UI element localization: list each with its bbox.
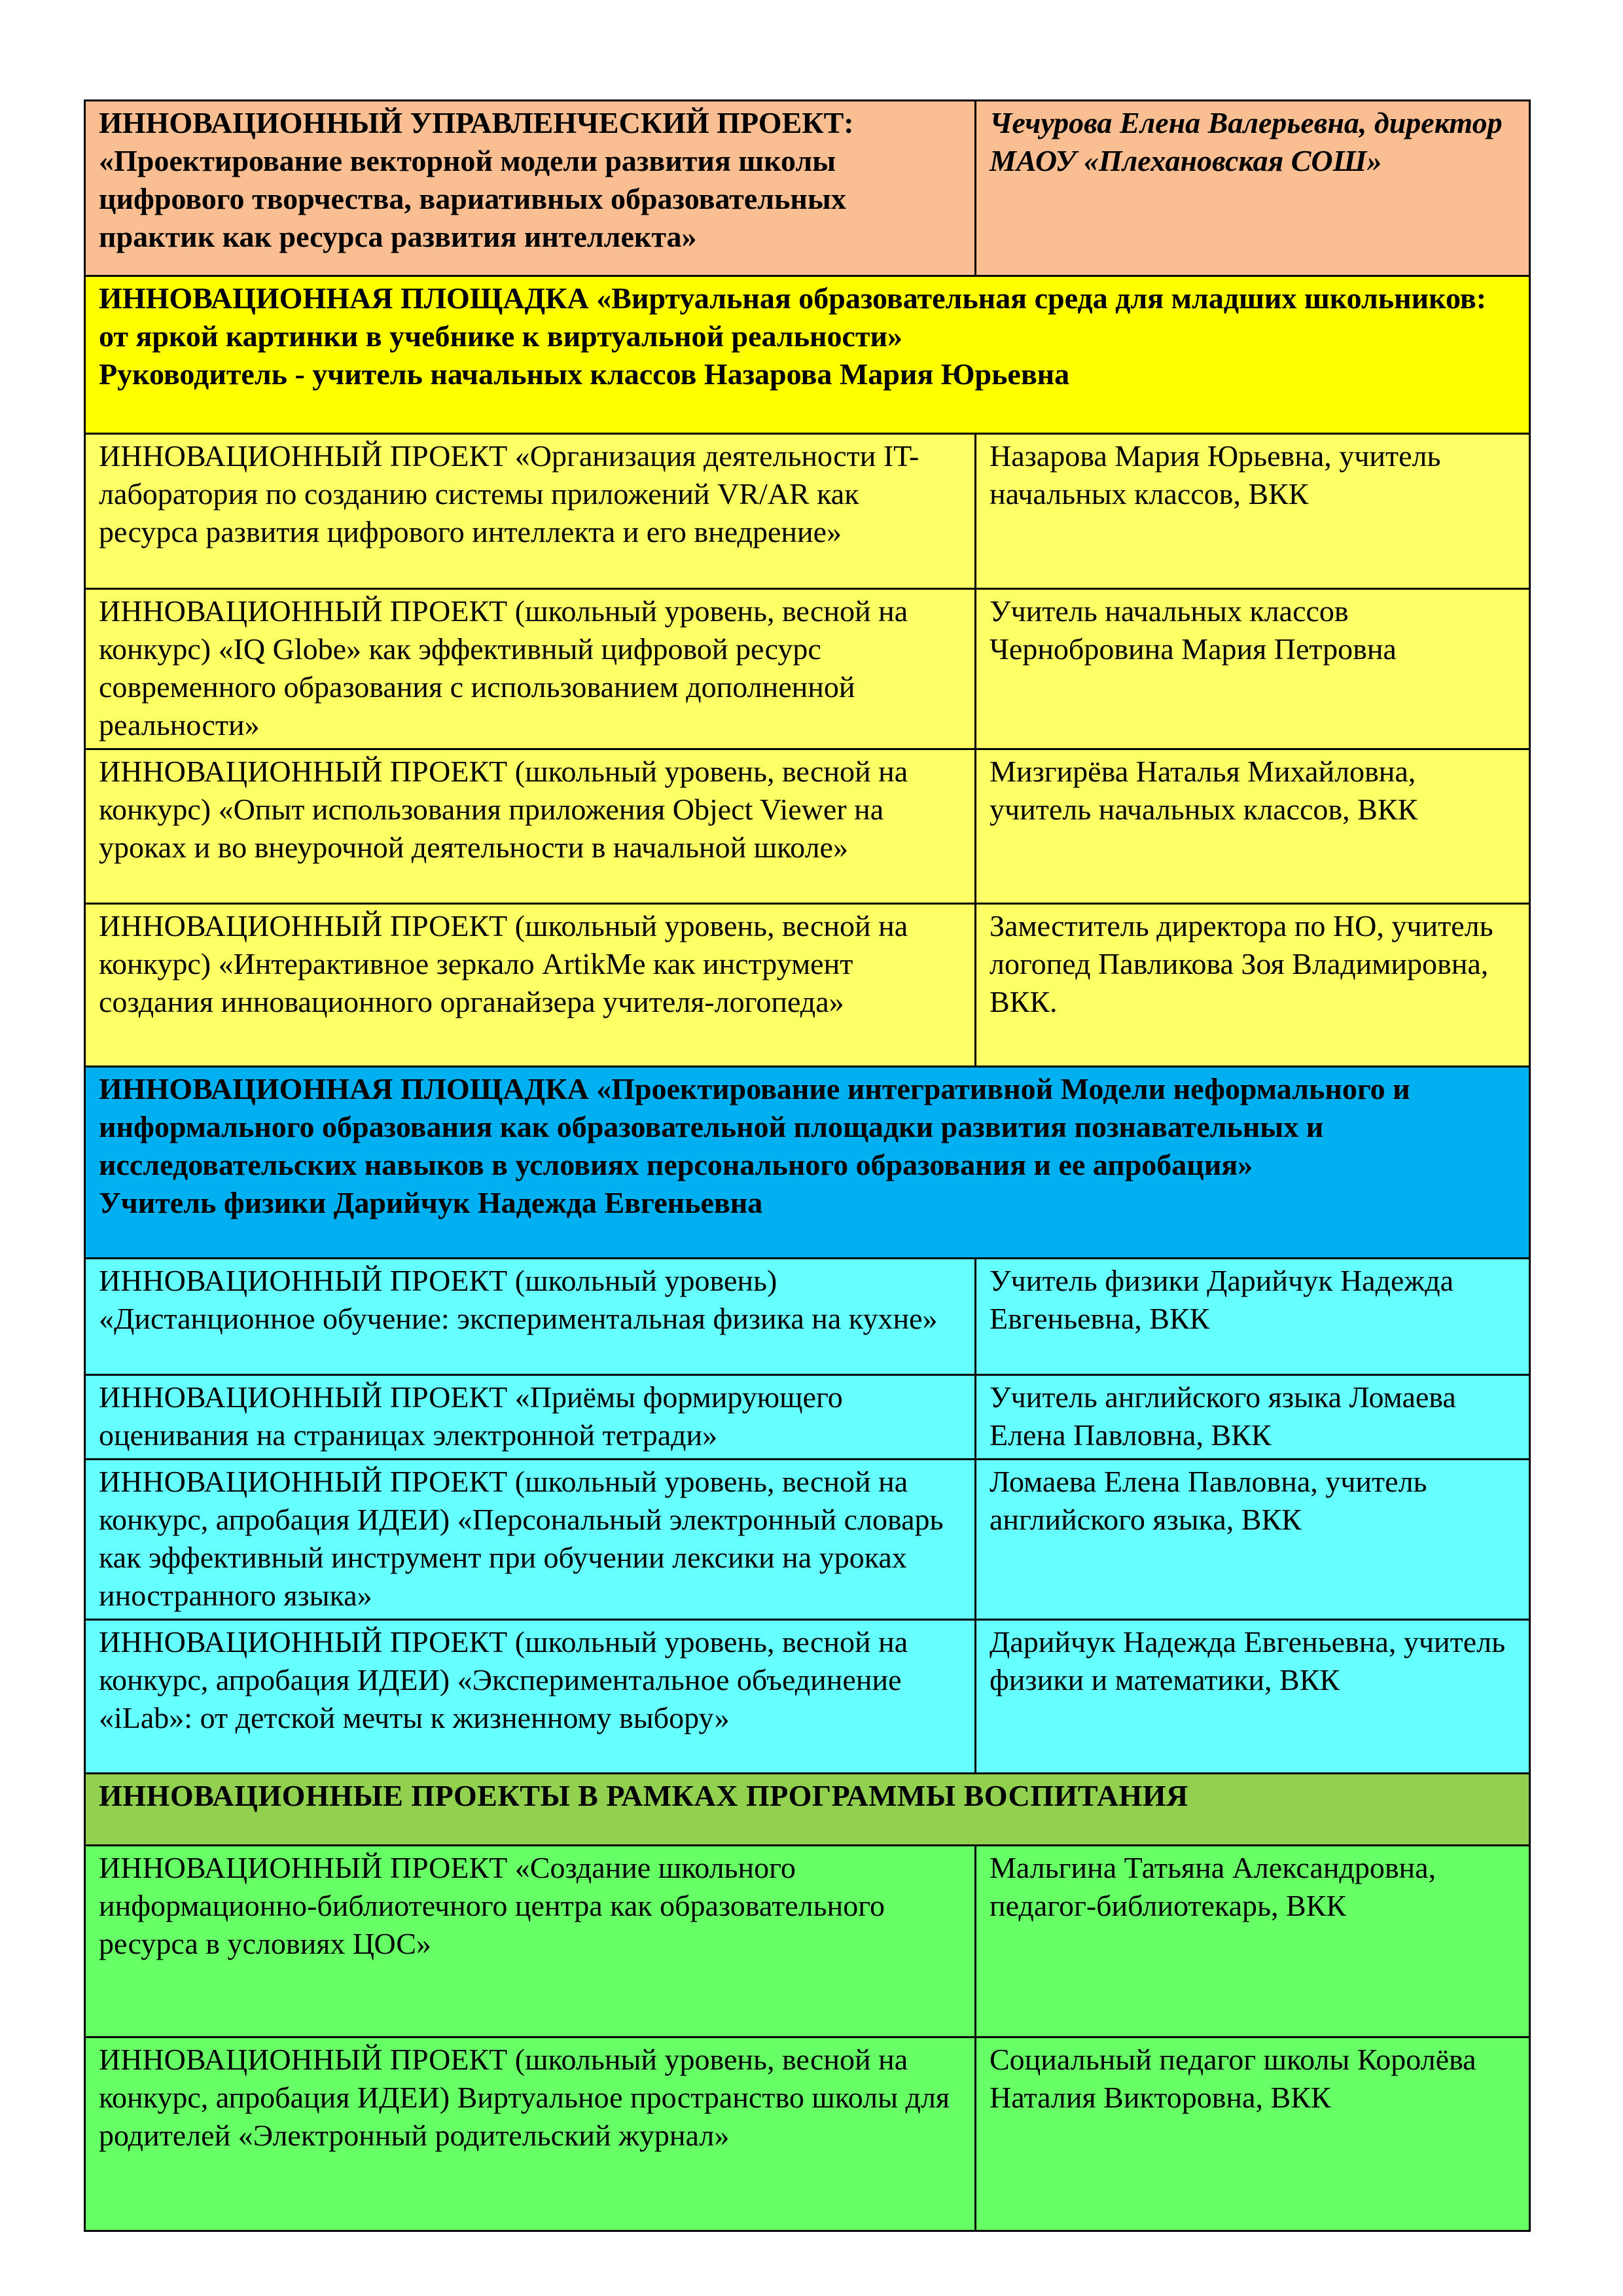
project-cell: ИННОВАЦИОННЫЙ ПРОЕКТ (школьный уровень, весной на конкурс, апробация ИДЕИ) «Экспериментальное объединение «iLab»: от детской мечты к жизненному выбору» [85, 1620, 976, 1774]
section3-title-row [85, 1774, 1530, 1846]
section3-title-rest: ННОВАЦИОННЫЕ ПРОЕКТЫ В РАМКАХ ПРОГРАММЫ ВОСПИТАНИЯ [122, 1779, 1188, 1812]
person-cell: Учитель начальных классов Чернобровина Мария Петровна [976, 589, 1530, 749]
project-cell: ИННОВАЦИОННЫЙ ПРОЕКТ «Приёмы формирующего оценивания на страницах электронной тетради» [85, 1375, 976, 1460]
section2-title-row [85, 1067, 1530, 1259]
section3-title [85, 1774, 1530, 1846]
projects-table [84, 99, 1531, 2232]
project-cell: ИННОВАЦИОННЫЙ ПРОЕКТ (школьный уровень) «Дистанционное обучение: экспериментальная физика на кухне» [85, 1259, 976, 1375]
section2-leader: Учитель физики Дарийчук Надежда Евгеньевна [99, 1186, 763, 1219]
table-row [85, 434, 1530, 589]
person-cell: Мизгирёва Наталья Михайловна, учитель начальных классов, ВКК [976, 749, 1530, 904]
table-row [85, 1375, 1530, 1460]
table-row [85, 1620, 1530, 1774]
person-cell: Ломаева Елена Павловна, учитель английского языка, ВКК [976, 1460, 1530, 1620]
project-cell: ИННОВАЦИОННЫЙ ПРОЕКТ (школьный уровень, весной на конкурс) «Интерактивное зеркало ArtikMe как инструмент создания инновационного органайзера учителя-логопеда» [85, 904, 976, 1067]
project-cell: ИННОВАЦИОННЫЙ ПРОЕКТ «Создание школьного информационно-библиотечного центра как образовательного ресурса в условиях ЦОС» [85, 1846, 976, 2037]
section2-title-cell [85, 1067, 1530, 1259]
table-row [85, 1259, 1530, 1375]
project-cell: ИННОВАЦИОННЫЙ ПРОЕКТ (школьный уровень, весной на конкурс, апробация ИДЕИ) «Персональный электронный словарь как эффективный инструмент при обучении лексики на уроках иностранного языка» [85, 1460, 976, 1620]
management-project-cell [85, 101, 976, 276]
section1-title-cell [85, 276, 1530, 434]
person-cell: Учитель физики Дарийчук Надежда Евгеньевна, ВКК [976, 1259, 1530, 1375]
person-cell: Заместитель директора по НО, учитель логопед Павликова Зоя Владимировна, ВКК. [976, 904, 1530, 1067]
person-cell: Мальгина Татьяна Александровна, педагог-библиотекарь, ВКК [976, 1846, 1530, 2037]
table-row [85, 589, 1530, 749]
person-cell: Дарийчук Надежда Евгеньевна, учитель физики и математики, ВКК [976, 1620, 1530, 1774]
table-row [85, 904, 1530, 1067]
table-row [85, 749, 1530, 904]
section1-title: ИННОВАЦИОННАЯ ПЛОЩАДКА «Виртуальная образовательная среда для младших школьников: от яркой картинки в учебнике к виртуальной реальности» [99, 281, 1487, 353]
section1-leader: Руководитель - учитель начальных классов Назарова Мария Юрьевна [99, 357, 1070, 391]
management-project-title: «Проектирование векторной модели развития школы цифрового творчества, вариативных образовательных практик как ресурса развития интеллекта» [99, 144, 846, 253]
project-cell: ИННОВАЦИОННЫЙ ПРОЕКТ (школьный уровень, весной на конкурс) «Опыт использования приложения Object Viewer на уроках и во внеурочной деятельности в начальной школе» [85, 749, 976, 904]
person-cell: Назарова Мария Юрьевна, учитель начальных классов, ВКК [976, 434, 1530, 589]
header-row [85, 101, 1530, 276]
person-cell: Социальный педагог школы Королёва Наталия Викторовна, ВКК [976, 2037, 1530, 2231]
project-cell: ИННОВАЦИОННЫЙ ПРОЕКТ «Организация деятельности IT-лаборатория по созданию системы приложений VR/AR как ресурса развития цифрового интеллекта и его внедрение» [85, 434, 976, 589]
person-cell: Учитель английского языка Ломаева Елена Павловна, ВКК [976, 1375, 1530, 1460]
project-cell: ИННОВАЦИОННЫЙ ПРОЕКТ (школьный уровень, весной на конкурс, апробация ИДЕИ) Виртуальное пространство школы для родителей «Электронный родительский журнал» [85, 2037, 976, 2231]
director-cell: Чечурова Елена Валерьевна, директор МАОУ «Плехановская СОШ» [976, 101, 1530, 276]
project-cell: ИННОВАЦИОННЫЙ ПРОЕКТ (школьный уровень, весной на конкурс) «IQ Globe» как эффективный цифровой ресурс современного образования с использованием дополненной реальности» [85, 589, 976, 749]
section1-title-row [85, 276, 1530, 434]
section2-title: ИННОВАЦИОННАЯ ПЛОЩАДКА «Проектирование интегративной Модели неформального и информального образования как образовательной площадки развития познавательных и исследовательских навыков в условиях персонального образования и ее апробация» [99, 1072, 1410, 1181]
section3-title-first-letter: И [99, 1779, 123, 1812]
table-row [85, 1846, 1530, 2037]
table-row [85, 1460, 1530, 1620]
management-project-heading: ИННОВАЦИОННЫЙ УПРАВЛЕНЧЕСКИЙ ПРОЕКТ: [99, 106, 854, 139]
table-row [85, 2037, 1530, 2231]
